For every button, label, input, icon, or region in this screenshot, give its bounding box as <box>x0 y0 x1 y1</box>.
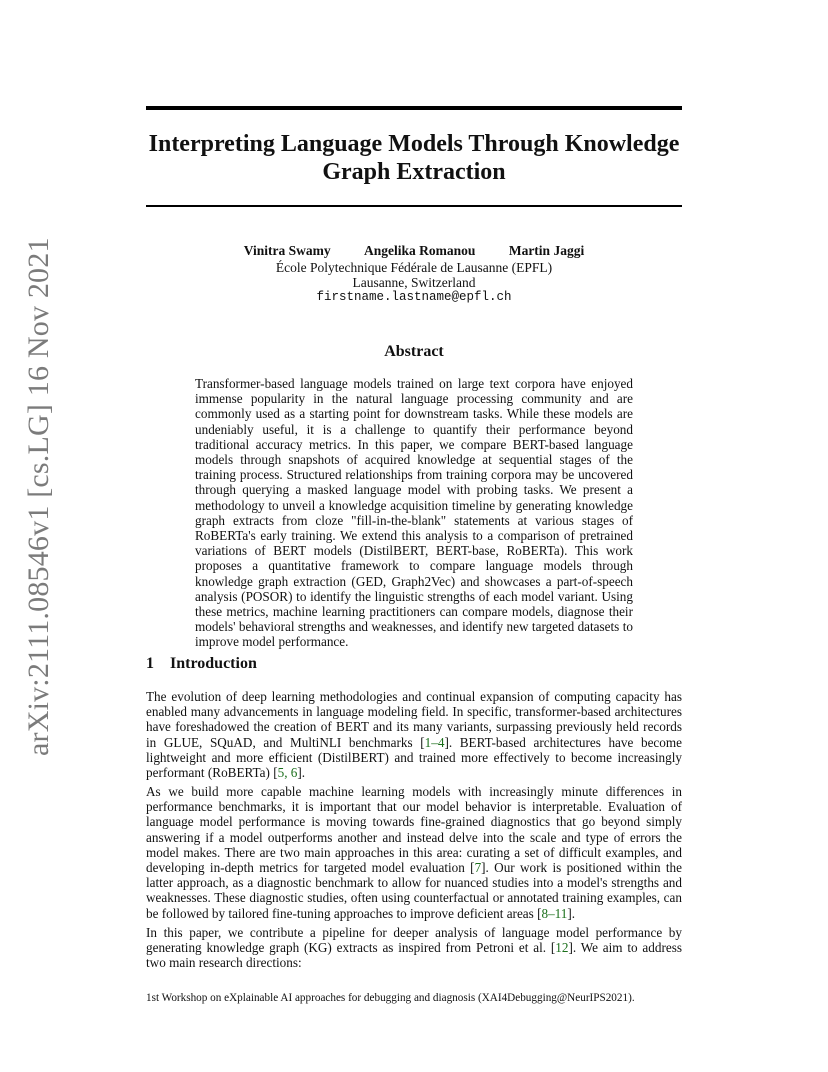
paragraph-text: ]. BERT-based architectures have become lightweight and more efficient (DistilBERT) and trained more effectively to become increasingly performant (RoBERTa) [ <box>146 734 682 781</box>
citation-link[interactable]: 8–11 <box>541 905 568 921</box>
section-number: 1 <box>146 655 154 672</box>
paragraph-text: ]. <box>567 905 576 921</box>
title-top-rule <box>146 106 682 110</box>
intro-paragraph <box>146 689 682 780</box>
author-email: firstname.lastname@epfl.ch <box>316 290 512 304</box>
paragraph-text: In this paper, we contribute a pipeline for deeper analysis of language model performance by generating knowledge graph (KG) extracts as inspired from Petroni et al. [ <box>146 925 682 956</box>
affiliation-location: Lausanne, Switzerland <box>352 275 476 290</box>
section-title: Introduction <box>170 655 257 672</box>
affiliation-institution: École Polytechnique Fédérale de Lausanne (EPFL) <box>275 260 553 275</box>
workshop-footnote: 1st Workshop on eXplainable AI approaches for debugging and diagnosis (XAI4Debugging@NeurIPS2021). <box>146 992 635 1004</box>
abstract-heading: Abstract <box>384 343 444 360</box>
paragraph-text: ]. We aim to address two main research directions: <box>146 940 682 971</box>
arxiv-identifier-stamp: arXiv:2111.08546v1 [cs.LG] 16 Nov 2021 <box>22 237 55 756</box>
author-name: Vinitra Swamy <box>243 243 331 258</box>
abstract-text: Transformer-based language models trained on large text corpora have enjoyed immense popularity in the natural language processing community and are commonly used as a starting point for downstream tasks. While these models are undeniably useful, it is a challenge to quantify their performance beyond traditional accuracy metrics. In this paper, we compare BERT-based language models through snapshots of acquired knowledge at sequential stages of the training process. Structured relationships from training corpora may be uncovered through querying a masked language model with probing tasks. We present a methodology to unveil a knowledge acquisition timeline by generating knowledge graph extracts from cloze "fill-in-the-blank" statements at various stages of RoBERTa's early training. We extend this analysis to a comparison of pretrained variations of BERT models (DistilBERT, BERT-base, RoBERTa). This work proposes a quantitative framework to compare language models through knowledge graph extraction (GED, Graph2Vec) and showcases a part-of-speech analysis (POSOR) to identify the linguistic strengths of each model variant. Using these metrics, machine learning practitioners can compare models, diagnose their models' behavioral strengths and weaknesses, and identify new targeted datasets to improve model performance. <box>195 376 633 650</box>
paragraph-text: ]. Our work is positioned within the latter approach, as a diagnostic benchmark to allow for nuanced studies into a model's strengths and weaknesses. These diagnostic studies, often using counterfactual or annotated training examples, can be followed by tailored fine-tuning approaches to improve deficient areas [ <box>146 860 682 921</box>
paragraph-text: The evolution of deep learning methodologies and continual expansion of computing capacity has enabled many advancements in language modeling field. In specific, transformer-based architectures have foreshadowed the creation of BERT and its many variants, surpassing previously held records in GLUE, SQuAD, and MultiNLI benchmarks [ <box>146 689 682 750</box>
citation-link[interactable]: 7 <box>474 860 482 876</box>
title-bottom-rule <box>146 205 682 207</box>
citation-link[interactable]: 1–4 <box>424 734 445 750</box>
author-name: Martin Jaggi <box>508 243 585 258</box>
paragraph-text: ]. <box>297 765 306 781</box>
citation-link[interactable]: 5, 6 <box>277 765 298 781</box>
author-list <box>146 243 682 259</box>
author-name: Angelika Romanou <box>364 243 476 258</box>
section-heading <box>146 655 257 673</box>
intro-paragraph <box>146 925 682 971</box>
paper-title: Interpreting Language Models Through Knowledge Graph Extraction <box>148 131 680 185</box>
intro-paragraph <box>146 784 682 921</box>
paragraph-text: As we build more capable machine learning models with increasingly minute differences in performance benchmarks, it is important that our model behavior is interpretable. Evaluation of language model performance is moving towards fine-grained diagnostics that go beyond simply answering if a model outperforms another and instead delve into the scale and type of errors the model makes. There are two main approaches in this area: curating a set of difficult examples, and developing in-depth metrics for targeted model evaluation [ <box>146 784 682 876</box>
citation-link[interactable]: 12 <box>555 940 569 956</box>
